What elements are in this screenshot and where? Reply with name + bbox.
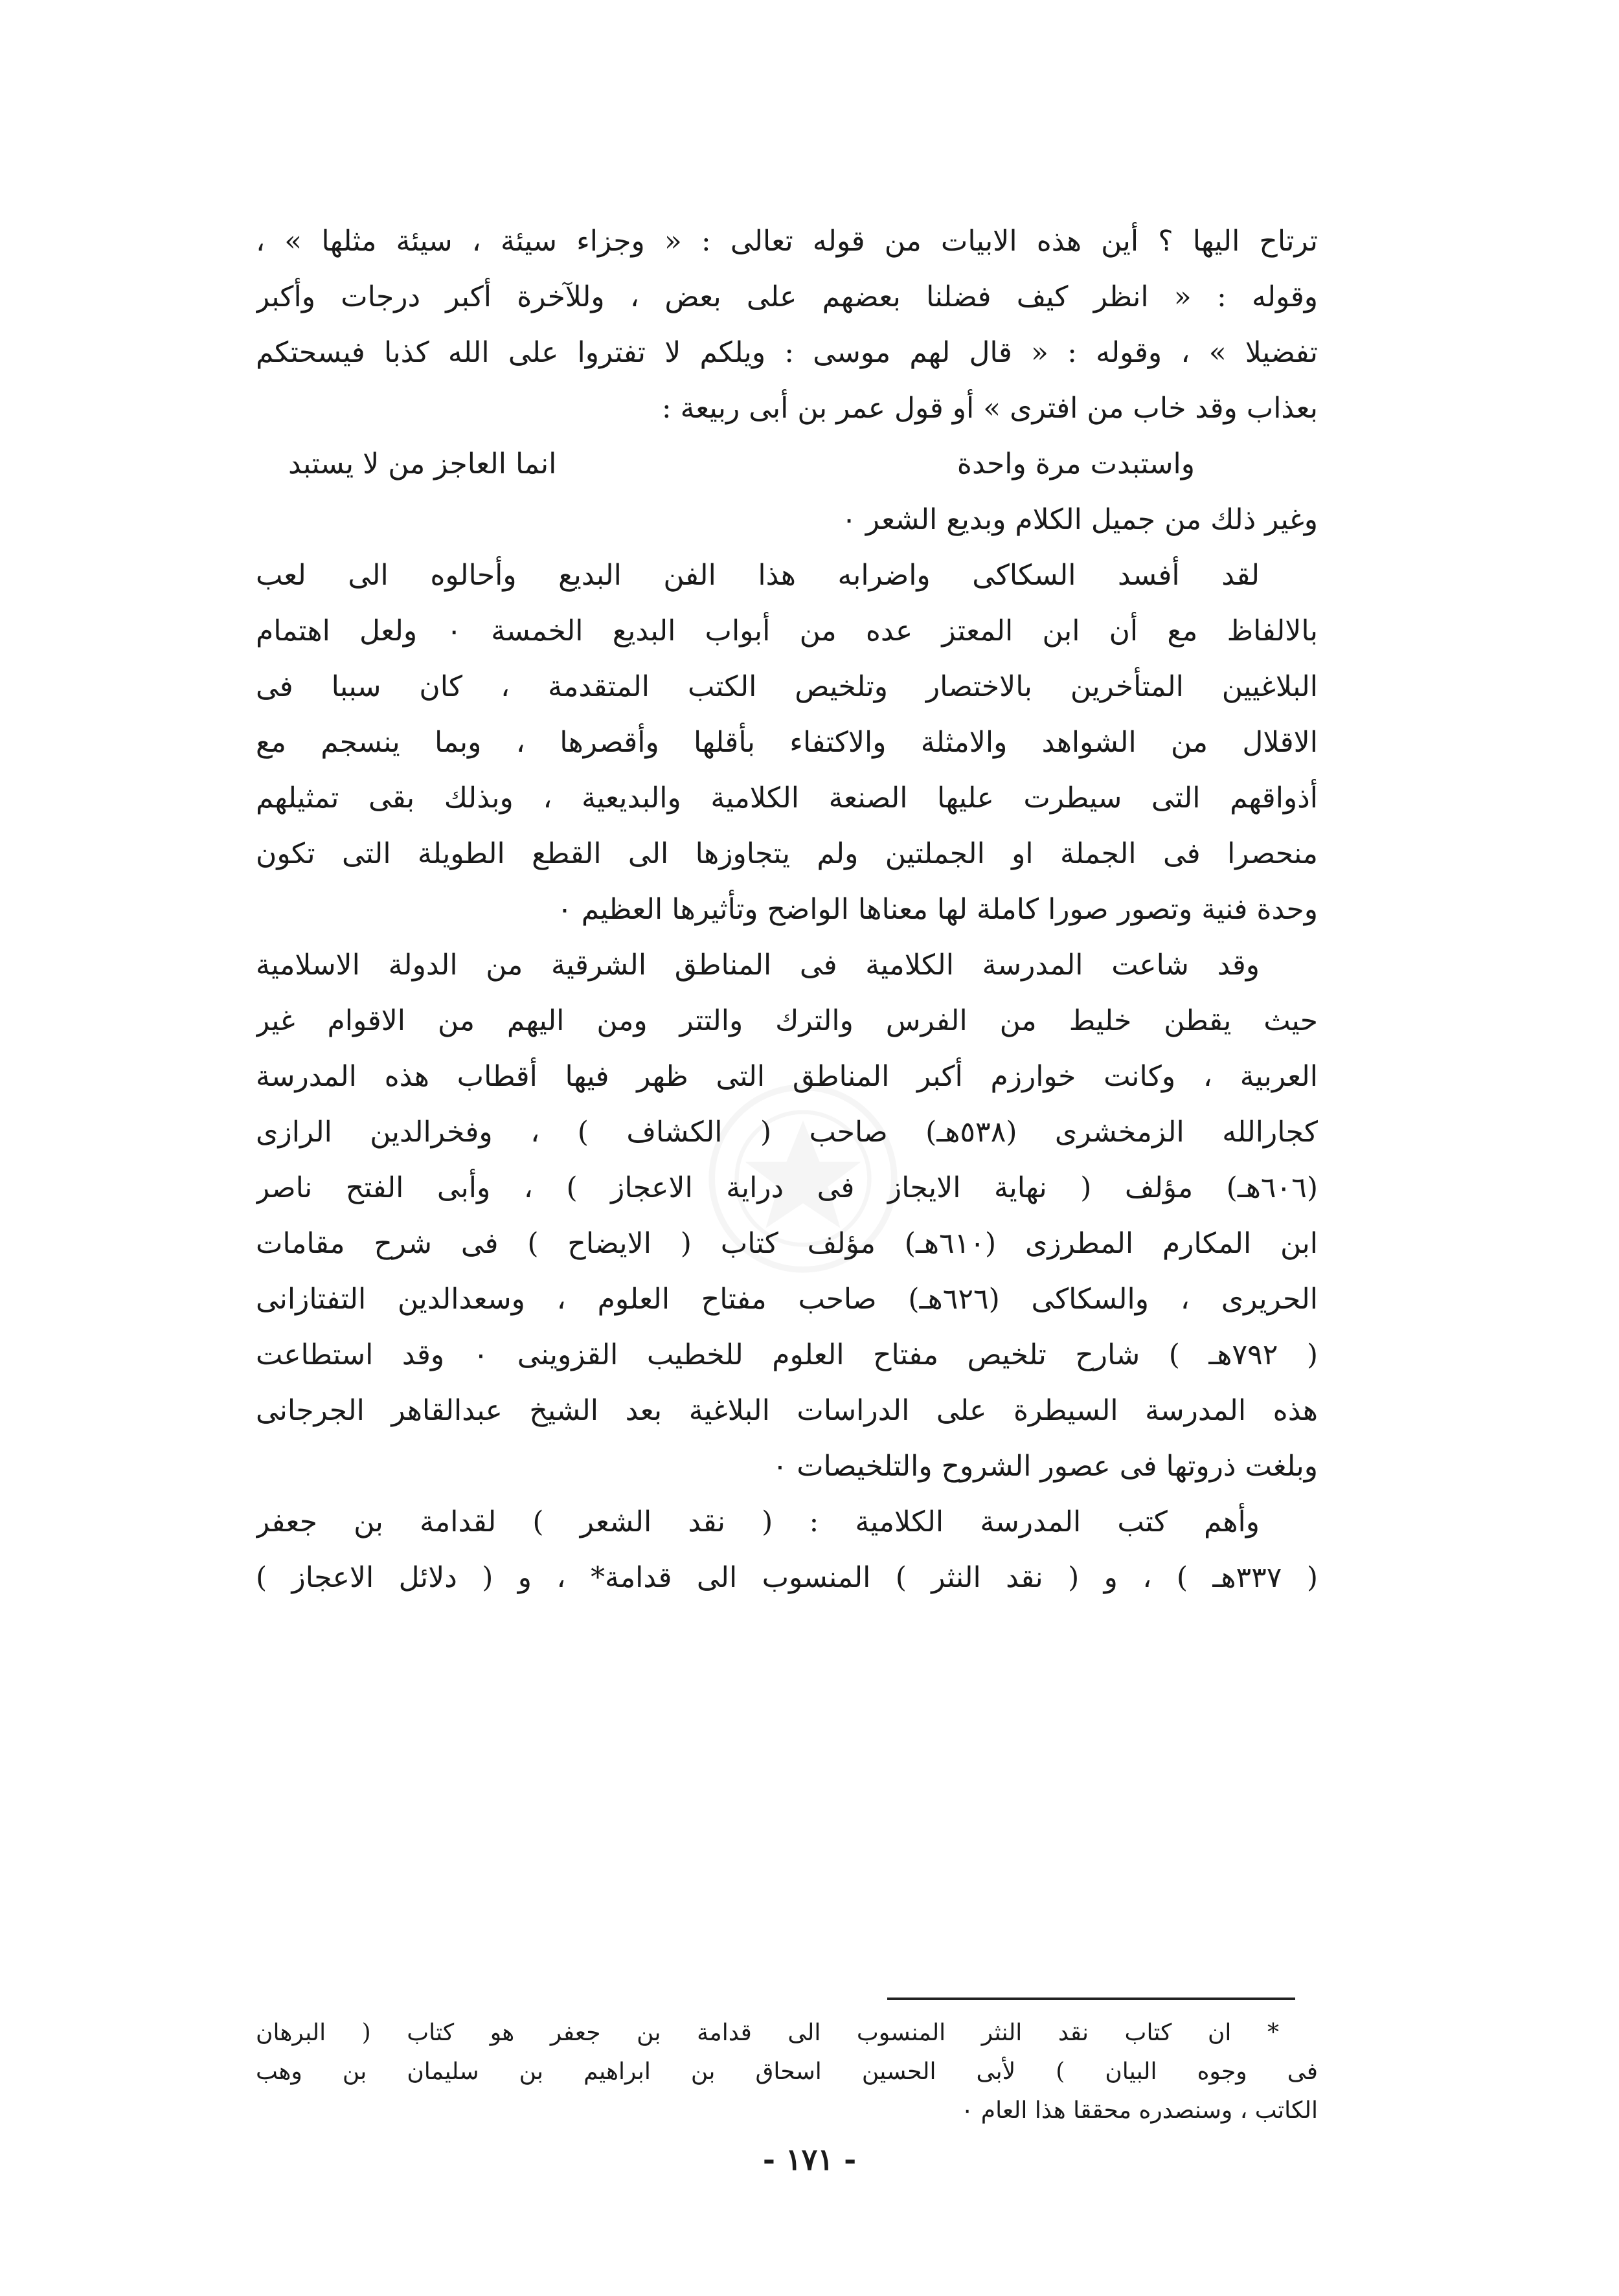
text-line: منحصرا فى الجملة او الجملتين ولم يتجاوزها الى القطع الطويلة التى تكون [256, 837, 1318, 870]
text-line: الحريرى ، والسكاكى (٦٢٦هـ) صاحب مفتاح العلوم ، وسعدالدين التفتازانى [256, 1283, 1318, 1316]
main-text [256, 214, 1318, 1606]
text-line: ابن المكارم المطرزى (٦١٠هـ) مؤلف كتاب ( الايضاح ) فى شرح مقامات [256, 1227, 1318, 1260]
text-line: ( ٧٩٢هـ ) شارح تلخيص مفتاح العلوم للخطيب القزوينى ٠ وقد استطاعت [256, 1338, 1318, 1371]
text-line: وقوله : « انظر كيف فضلنا بعضهم على بعض ، وللآخرة أكبر درجات وأكبر [256, 280, 1318, 313]
text-line: أذواقهم التى سيطرت عليها الصنعة الكلامية والبديعية ، وبذلك بقى تمثيلهم [256, 782, 1318, 815]
verse-first-hemistich: واستبدت مرة واحدة [957, 447, 1195, 480]
text-line: ( ٣٣٧هـ ) ، و ( نقد النثر ) المنسوب الى قدامة* ، و ( دلائل الاعجاز ) [256, 1561, 1318, 1594]
text-line: ترتاح اليها ؟ أين هذه الابيات من قوله تعالى : « وجزاء سيئة ، سيئة مثلها » ، [256, 225, 1318, 258]
text-line: بالالفاظ مع أن ابن المعتز عده من أبواب البديع الخمسة ٠ ولعل اهتمام [256, 614, 1318, 647]
footnote-separator [887, 1998, 1295, 2000]
text-line: بعذاب وقد خاب من افترى » أو قول عمر بن أبى ربيعة : [661, 392, 1318, 425]
text-line: هذه المدرسة السيطرة على الدراسات البلاغية بعد الشيخ عبدالقاهر الجرجانى [256, 1394, 1318, 1427]
poem-verse [256, 436, 1318, 492]
text-line: وغير ذلك من جميل الكلام وبديع الشعر ٠ [841, 503, 1318, 536]
page-number: - ١٧١ - [762, 2142, 857, 2177]
paragraph-first-line: وأهم كتب المدرسة الكلامية : ( نقد الشعر ) لقدامة بن جعفر [256, 1505, 1260, 1538]
text-line: الاقلال من الشواهد والامثلة والاكتفاء بأقلها وأقصرها ، وبما ينسجم مع [256, 726, 1318, 759]
text-line: وبلغت ذروتها فى عصور الشروح والتلخيصات ٠ [772, 1450, 1318, 1483]
text-line: البلاغيين المتأخرين بالاختصار وتلخيص الكتب المتقدمة ، كان سببا فى [256, 670, 1318, 703]
footnote-line: * ان كتاب نقد النثر المنسوب الى قدامة بن جعفر هو كتاب ( البرهان [256, 2020, 1279, 2046]
paragraph-first-line: لقد أفسد السكاكى واضرابه هذا الفن البديع وأحالوه الى لعب [256, 559, 1260, 592]
text-line: حيث يقطن خليط من الفرس والترك والتتر ومن اليهم من الاقوام غير [256, 1004, 1318, 1037]
paragraph-first-line: وقد شاعت المدرسة الكلامية فى المناطق الشرقية من الدولة الاسلامية [256, 949, 1260, 982]
footnote-line: الكاتب ، وسنصدره محققا هذا العام ٠ [961, 2097, 1318, 2124]
text-line: العربية ، وكانت خوارزم أكبر المناطق التى ظهر فيها أقطاب هذه المدرسة [256, 1060, 1318, 1093]
text-line: (٦٠٦هـ) مؤلف ( نهاية الايجاز فى دراية الاعجاز ) ، وأبى الفتح ناصر [256, 1171, 1318, 1204]
footnote-line: فى وجوه البيان ) لأبى الحسين اسحاق بن ابراهيم بن سليمان بن وهب [256, 2058, 1318, 2085]
text-line: وحدة فنية وتصور صورا كاملة لها معناها الواضح وتأثيرها العظيم ٠ [557, 893, 1318, 926]
text-line: كجارالله الزمخشرى (٥٣٨هـ) صاحب ( الكشاف ) ، وفخرالدين الرازى [256, 1116, 1318, 1149]
footnote [256, 2014, 1318, 2130]
verse-second-hemistich: انما العاجز من لا يستبد [288, 447, 557, 480]
text-line: تفضيلا » ، وقوله : « قال لهم موسى : ويلكم لا تفتروا على الله كذبا فيسحتكم [256, 336, 1318, 369]
